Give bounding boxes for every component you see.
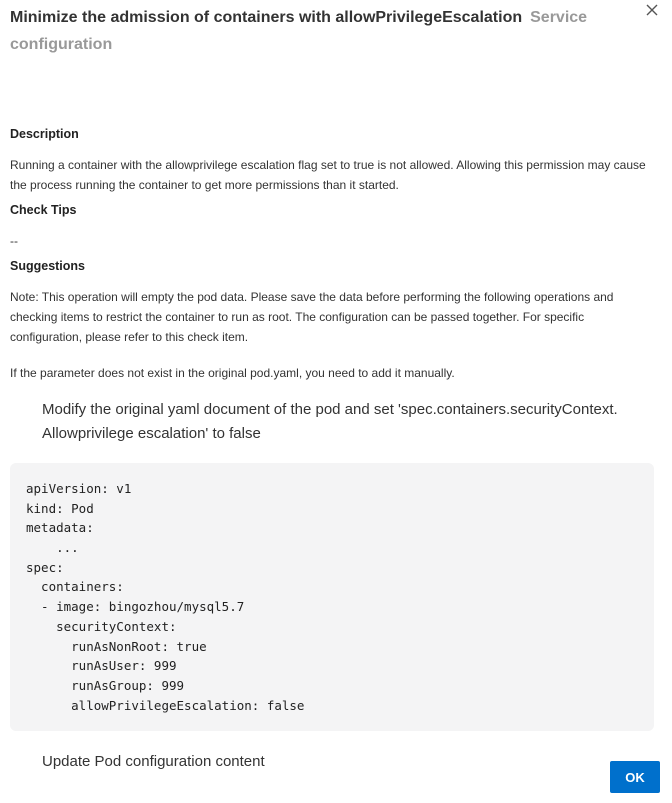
dialog-title-main: Minimize the admission of containers with allowPrivilegeEscalation [10,9,523,26]
code-line: runAsUser: 999 [26,658,177,674]
code-line: kind: Pod [26,500,94,516]
check-tips-text: -- [10,234,18,248]
description-text: Running a container with the allowprivilege escalation flag set to true is not allowed. Allowing this permission may cause the process running the container to get more permissions than it started. [10,158,646,192]
code-line: containers: [26,579,124,595]
ok-button[interactable]: OK [610,761,660,793]
code-line: runAsGroup: 999 [26,677,185,693]
suggestions-param: If the parameter does not exist in the original pod.yaml, you need to add it manually. [10,366,455,380]
description-heading: Description [10,127,79,141]
suggestions-heading: Suggestions [10,259,86,273]
code-line: - image: bingozhou/mysql5.7 [26,599,245,615]
step-modify-yaml: Modify the original yaml document of the pod and set 'spec.containers.securityContext. Allowprivilege escalation' to false [42,401,618,442]
step-update-pod: Update Pod configuration content [42,753,265,770]
code-block [10,463,654,731]
code-line: securityContext: [26,618,177,634]
dialog-content[interactable] [0,125,672,770]
code-line: allowPrivilegeEscalation: false [26,697,305,713]
code-line: spec: [26,559,64,575]
close-icon[interactable] [642,2,662,22]
check-tips-heading: Check Tips [10,203,77,217]
suggestions-note: Note: This operation will empty the pod data. Please save the data before performing the following operations and checking items to restrict the container to run as root. The configuration can be passed together. For specific configuration, please refer to this check item. [10,290,614,344]
code-line: runAsNonRoot: true [26,638,207,654]
dialog-title [10,4,610,58]
code-line: apiVersion: v1 [26,481,132,496]
dialog-subtitle: Service configuration [10,9,588,53]
code-line: ... [26,540,79,556]
code-line: metadata: [26,520,94,536]
close-icon-svg [646,4,658,16]
